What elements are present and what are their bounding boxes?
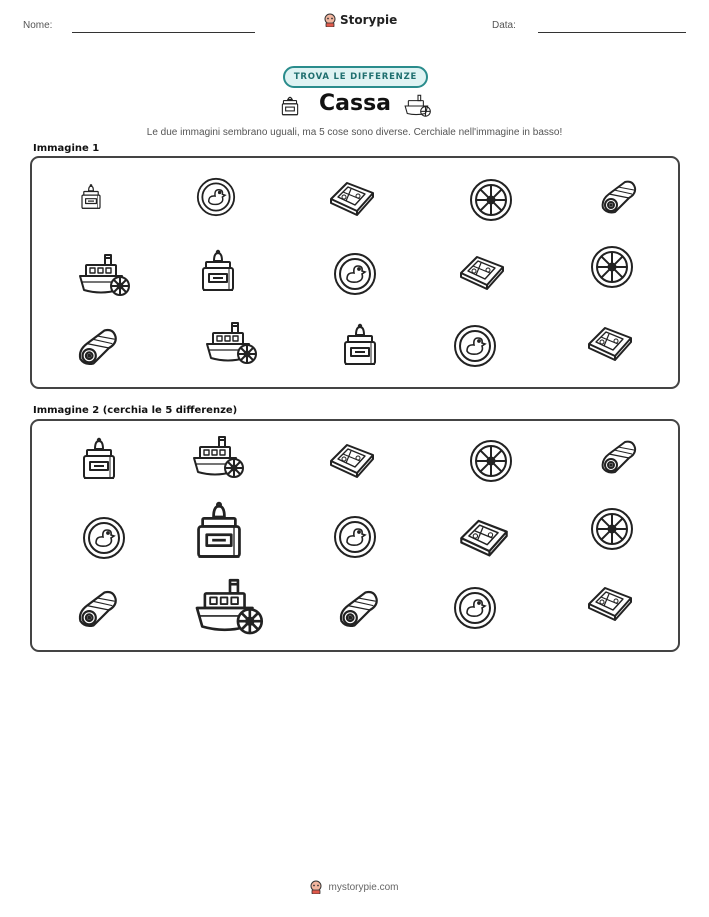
image1-item-duck-coin — [333, 252, 377, 296]
image2-item-boat[interactable] — [191, 436, 247, 480]
cash-tray-icon — [457, 516, 511, 556]
image1-item-cash-tray — [585, 324, 635, 360]
image1-item-bell-box — [79, 176, 103, 219]
cash-tray-icon — [457, 252, 507, 290]
wheel-icon — [590, 507, 634, 551]
bell-box-icon — [190, 502, 248, 562]
image1-item-cash-tray — [327, 179, 377, 215]
boat-icon — [204, 322, 260, 366]
image1-item-wheel — [590, 245, 634, 289]
duck-coin-icon — [196, 177, 236, 217]
brand-logo — [324, 13, 397, 27]
image2-item-cash-tray[interactable] — [457, 516, 511, 556]
image2-item-scroll[interactable] — [337, 588, 381, 632]
image2-item-wheel[interactable] — [590, 507, 634, 551]
bell-box-icon — [79, 438, 119, 482]
image2-item-bell-box-large[interactable] — [190, 502, 248, 562]
wheel-icon — [469, 178, 513, 222]
image2-item-scroll[interactable] — [76, 588, 120, 632]
page-title: Cassa — [318, 91, 392, 116]
cash-tray-icon — [327, 179, 377, 215]
boat-icon — [191, 436, 247, 480]
image2-item-boat-large[interactable] — [193, 578, 267, 638]
date-field-line[interactable] — [538, 32, 686, 33]
image2-item-bell-box[interactable] — [79, 438, 119, 482]
duck-coin-icon — [453, 324, 497, 368]
image2-item-wheel[interactable] — [469, 439, 513, 483]
cash-tray-icon — [585, 584, 635, 620]
boat-icon — [193, 578, 267, 638]
image1-item-duck-coin — [196, 177, 236, 217]
instructions: Le due immagini sembrano uguali, ma 5 cose sono diverse. Cerchiale nell'immagine in basso! — [146, 127, 563, 138]
image2-label: Immagine 2 (cerchia le 5 differenze) — [33, 405, 238, 416]
brand-name: Storypie — [340, 13, 398, 27]
image1-item-boat — [77, 254, 133, 298]
scroll-icon — [599, 438, 639, 478]
image2-item-duck-coin[interactable] — [453, 586, 497, 630]
boat-icon — [77, 254, 133, 298]
title-boat-icon — [403, 94, 433, 122]
footer-site[interactable]: mystorypie.com — [328, 881, 399, 893]
duck-coin-icon — [453, 586, 497, 630]
cash-tray-icon — [327, 441, 377, 477]
date-label: Data: — [492, 20, 516, 31]
duck-coin-icon — [333, 515, 377, 559]
image1-item-scroll — [599, 178, 639, 218]
image2-item-duck-coin[interactable] — [333, 515, 377, 559]
image1-item-bell-box — [340, 324, 380, 368]
image1-item-duck-coin — [453, 324, 497, 368]
image1-item-bell-box — [198, 250, 238, 294]
duck-coin-icon — [333, 252, 377, 296]
image2-item-cash-tray[interactable] — [327, 441, 377, 477]
image2-item-duck-coin[interactable] — [82, 516, 126, 560]
image1-item-cash-tray — [457, 252, 507, 290]
activity-badge: TROVA LE DIFFERENZE — [283, 66, 428, 88]
bell-box-icon — [340, 324, 380, 368]
name-label: Nome: — [23, 20, 53, 31]
footer — [0, 880, 709, 894]
storypie-mascot-icon — [310, 880, 322, 894]
title-bell-box-icon — [279, 94, 301, 122]
wheel-icon — [469, 439, 513, 483]
image2-item-scroll[interactable] — [599, 438, 639, 478]
bell-box-icon — [79, 176, 103, 219]
image1-item-scroll — [76, 326, 120, 370]
image2-item-cash-tray[interactable] — [585, 584, 635, 620]
duck-coin-icon — [82, 516, 126, 560]
wheel-icon — [590, 245, 634, 289]
scroll-icon — [76, 588, 120, 632]
storypie-mascot-icon — [324, 13, 336, 27]
name-field-line[interactable] — [72, 32, 255, 33]
image1-item-wheel — [469, 178, 513, 222]
bell-box-icon — [198, 250, 238, 294]
scroll-icon — [337, 588, 381, 632]
scroll-icon — [599, 178, 639, 218]
scroll-icon — [76, 326, 120, 370]
image1-item-boat — [204, 322, 260, 366]
cash-tray-icon — [585, 324, 635, 360]
image1-label: Immagine 1 — [33, 143, 100, 154]
